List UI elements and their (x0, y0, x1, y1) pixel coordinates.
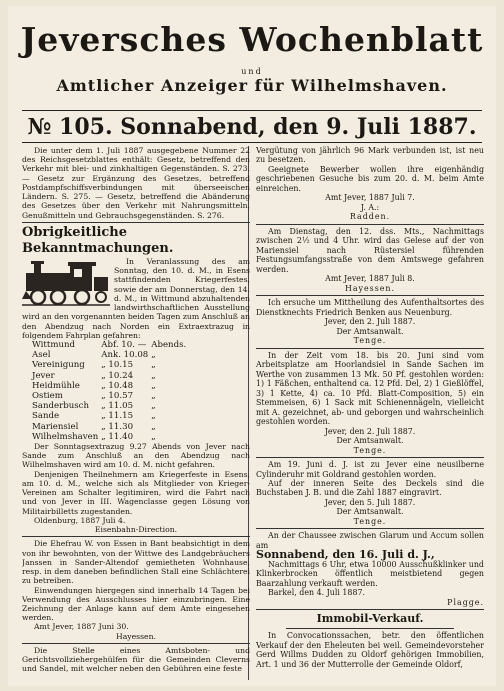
masthead-rule-bottom (22, 142, 482, 143)
timetable-station: Heidmühle (32, 380, 80, 391)
timetable-row (32, 371, 189, 381)
divider (256, 457, 484, 458)
divider (256, 295, 484, 296)
clinker-sale-date: Sonnabend, den 16. Juli d. J., (256, 548, 435, 562)
watch-engraving-notice: Auf der inneren Seite des Deckels sind die Buchstaben J. B. und die Zahl 1887 eingravirt. (256, 478, 484, 498)
timetable-time: „ 11.40 (101, 431, 134, 442)
divider (256, 609, 484, 610)
notice-signature: Tenge. (353, 445, 387, 455)
watch-theft-notice: Am 19. Juni d. J. ist zu Jever eine neusilberne Cylinderuhr mit Goldrand gestohlen worden. (256, 460, 484, 479)
vacancy-continuation: Vergütung von jährlich 96 Mark verbunden ist, ist neu zu besetzen. (256, 146, 484, 165)
timetable-note: „ (151, 421, 156, 432)
timetable-time: „ 11.15 (101, 411, 134, 422)
extra-train-announcement: In Veranlassung des am Sonntag, den 10. d. M., in Esens stattfindenden Kriegerfestes, sowie der am Donnerstag, den 14. d. M., in Wittmund abzuhaltenden landwirthschaftlichen Ausstellung wird an den vorgenannten beiden Tagen zum Anschluß an den Abendzug nach Norden ein Extraextrazug in folgendem Fahrplan gefahren: (22, 256, 250, 340)
timetable-row (32, 401, 189, 411)
notice-signature: Tenge. (353, 516, 387, 526)
whereabouts-request: Ich ersuche um Mittheilung des Aufenthaltsortes des Dienstknechts Friedrich Benken aus Neuenburg. (256, 298, 484, 317)
issue-date: Sonnabend, den 9. Juli 1887. (120, 114, 477, 140)
timetable-station: Jever (32, 370, 55, 381)
notice-place-date: Barkel, den 4. Juli 1887. (268, 588, 366, 598)
reichsgesetzblatt-notice: Die unter dem 1. Juli 1887 ausgegebene Nummer 22 des Reichsgesetzblattes enthält: Gesetz, betreffend den Verkehr mit blei- und zinkhaltigen Gegenständen. S. 273. — Gesetz zur Ergänzung des Gesetzes, betreffend Postdampfschiffsverbindungen mit überseeischen Ländern. S. 275. — Gesetz, betreffend die Abänderung des Gesetzes über den Verkehr mit Nahrungsmitteln, Genußmitteln und Gebrauchsgegenständen. S. 276. (22, 146, 250, 220)
timetable-station: Wilhelmshaven (32, 431, 99, 442)
notice-signature: Hayessen. (344, 283, 396, 293)
clinker-sale-intro: An der Chaussee zwischen Glarum und Accum sollen am (256, 531, 484, 550)
timetable-row (32, 340, 189, 350)
slaughterhouse-notice: Die Ehefrau W. von Essen in Bant beabsichtigt in dem von ihr bewohnten, von der Wittwe des Landgebräuchers Janssen in Sander-Altendof gemietheten Wohnhause, resp. in dem daneben befindlichen Stall eine Schlächterei zu betreiben. (22, 539, 250, 586)
divider (256, 348, 484, 349)
timetable-row (32, 391, 189, 401)
notice-signature: Der Amtsanwalt. (336, 326, 404, 336)
masthead-und: und (241, 67, 263, 76)
timetable-note: „ (151, 350, 156, 361)
notice-signature: Der Amtsanwalt. (336, 507, 404, 517)
divider (256, 528, 484, 529)
sunday-train-notice: Der Sonntagsextrazug 9.27 Abends von Jever nach Sande zum Anschluß an den Abendzug nach Wilhelmshaven wird am 10. d. M. nicht gefahren. (22, 442, 250, 470)
notice-place-date: Amt Jever, 1887 Juli 7. (325, 193, 415, 203)
theft-notice: In der Zeit vom 18. bis 20. Juni sind vom Arbeitsplatze am Hoorlandsiel in Sande Sachen im Werthe von zusammen 13 Mk. 50 Pf. gestohlen worden: 1) 1 Fäßchen, enthaltend ca. 12 Pfd. Del, 2) 1 Gießlöffel, 3) 1 Kette, 4) ca. 10 Pfd. Blatt-Composition, 5) ein Stemmeisen, 6) 1 Sack mit Schienennägeln, vielleicht mit A. gezeichnet, ab- und geborgen und wahrscheinlich gestohlen worden. (256, 350, 484, 427)
court-assistant-vacancy: Die Stelle eines Amtsboten- und Gerichtsvollziehergehülfen für die Gemeinden Cleverns und Sandel, mit welcher neben den Gebühren eine feste (22, 645, 250, 674)
notice-signature: Plagge. (447, 597, 484, 607)
timetable-time: „ 11.30 (101, 421, 134, 432)
section-heading: Obrigkeitliche Bekanntmachungen. (22, 224, 174, 256)
timetable-note: „ (151, 360, 156, 371)
timetable-note: „ (151, 411, 156, 422)
objection-notice: Einwendungen hiergegen sind innerhalb 14 Tagen bei Verwendung des Ausschlusses hier einzubringen. Eine Zeichnung der Anlage kann auf dem Amte eingesehen werden. (22, 585, 250, 623)
timetable-time: „ 11.05 (101, 401, 134, 412)
timetable (32, 340, 189, 442)
notice-signature: Eisenbahn-Direction. (94, 525, 178, 535)
real-estate-heading: Immobil-Verkauf. (316, 612, 424, 626)
timetable-note: Abends. (151, 339, 187, 350)
timetable-row (32, 411, 189, 421)
timetable-time: „ 10.57 (101, 391, 134, 401)
divider (22, 536, 250, 537)
notice-place-date: Amt Jever, 1887 Juli 8. (325, 274, 415, 284)
masthead-rule-top (22, 110, 482, 111)
issue-line (22, 114, 482, 140)
issue-number: № 105. (27, 114, 113, 140)
timetable-note: „ (151, 431, 156, 442)
applicant-notice: Geeignete Bewerber wollen ihre eigenhändig geschriebenen Gesuche bis zum 20. d. M. beim Amte einreichen. (256, 164, 484, 193)
timetable-note: „ (151, 370, 156, 381)
divider (22, 643, 250, 644)
timetable-row (32, 381, 189, 391)
timetable-station: Sanderbusch (32, 401, 90, 412)
timetable-row (32, 422, 189, 432)
notice-signature: Tenge. (353, 336, 387, 346)
notice-place-date: Amt Jever, 1887 Juni 30. (34, 622, 129, 632)
notice-place-date: Oldenburg, 1887 Juli 4. (34, 515, 126, 525)
masthead-title: Jeversches Wochenblatt (20, 20, 484, 59)
notice-place-date: Jever, den 2. Juli 1887. (324, 426, 416, 436)
timetable-row (32, 360, 189, 370)
divider (286, 628, 454, 629)
timetable-time: „ 10.15 (101, 360, 134, 371)
timetable-time: „ 10.24 (101, 370, 134, 381)
timetable-time: Abf. 10. — (101, 339, 147, 350)
newspaper-page (8, 6, 496, 686)
timetable-station: Mariensiel (32, 421, 79, 432)
timetable-row (32, 432, 189, 442)
timetable-note: „ (151, 401, 156, 412)
notice-signature: Hayessen. (115, 631, 156, 641)
timetable-note: „ (151, 380, 156, 391)
notice-ia: J. A.: (360, 202, 380, 212)
timetable-row (32, 350, 189, 360)
notice-signature: Radden. (349, 212, 391, 222)
soldiers-ticket-notice: Denjenigen Theilnehmern am Kriegerfeste in Esens, am 10. d. M., welche sich als Mitglieder von Krieger-Vereinen am Schalter legitimiren, wird die Fahrt nach und von Jever in III. Wagenclasse gegen Lösung von Militairbilletts zugestanden. (22, 469, 250, 516)
masthead-subtitle: Amtlicher Anzeiger für Wilhelmshaven. (56, 76, 448, 95)
timetable-time: „ 10.48 (101, 380, 134, 391)
right-column (256, 146, 484, 678)
divider (256, 224, 484, 225)
road-notice: Am Dienstag, den 12. dss. Mts., Nachmittags zwischen 2½ und 4 Uhr. wird das Gelese auf der von Mariensiel nach Rüstersiel führenden Festungsumfangsstraße von dem Amtswege gefahren werden. (256, 226, 484, 274)
left-column (22, 146, 250, 678)
timetable-time: Ank. 10.08 (101, 350, 149, 361)
notice-signature: Der Amtsanwalt. (336, 436, 404, 446)
timetable-station: Vereinigung (32, 360, 85, 371)
divider (22, 222, 250, 223)
real-estate-notice: In Convocationssachen, betr. den öffentlichen Verkauf der den Eheleuten bei weil. Gemeindevorsteher Gerd Willms Dudden zu Oldorf gehörigen Immobilien, Art. 1 und 36 der Mutterrolle der Gemeinde Oldorf, (256, 631, 484, 669)
clinker-sale-notice: Nachmittags 6 Uhr, etwa 10000 Ausschußklinker und Klinkerbrocken öffentlich meistbietend gegen Baarzahlung verkauft werden. (256, 559, 484, 588)
locomotive-icon (22, 259, 110, 307)
timetable-station: Sande (32, 411, 60, 422)
timetable-station: Asel (32, 350, 51, 361)
timetable-note: „ (151, 391, 156, 401)
timetable-station: Wittmund (32, 339, 76, 350)
notice-place-date: Jever, den 5. Juli 1887. (324, 497, 416, 507)
timetable-station: Ostiem (32, 391, 63, 401)
notice-place-date: Jever, den 2. Juli 1887. (324, 317, 416, 327)
